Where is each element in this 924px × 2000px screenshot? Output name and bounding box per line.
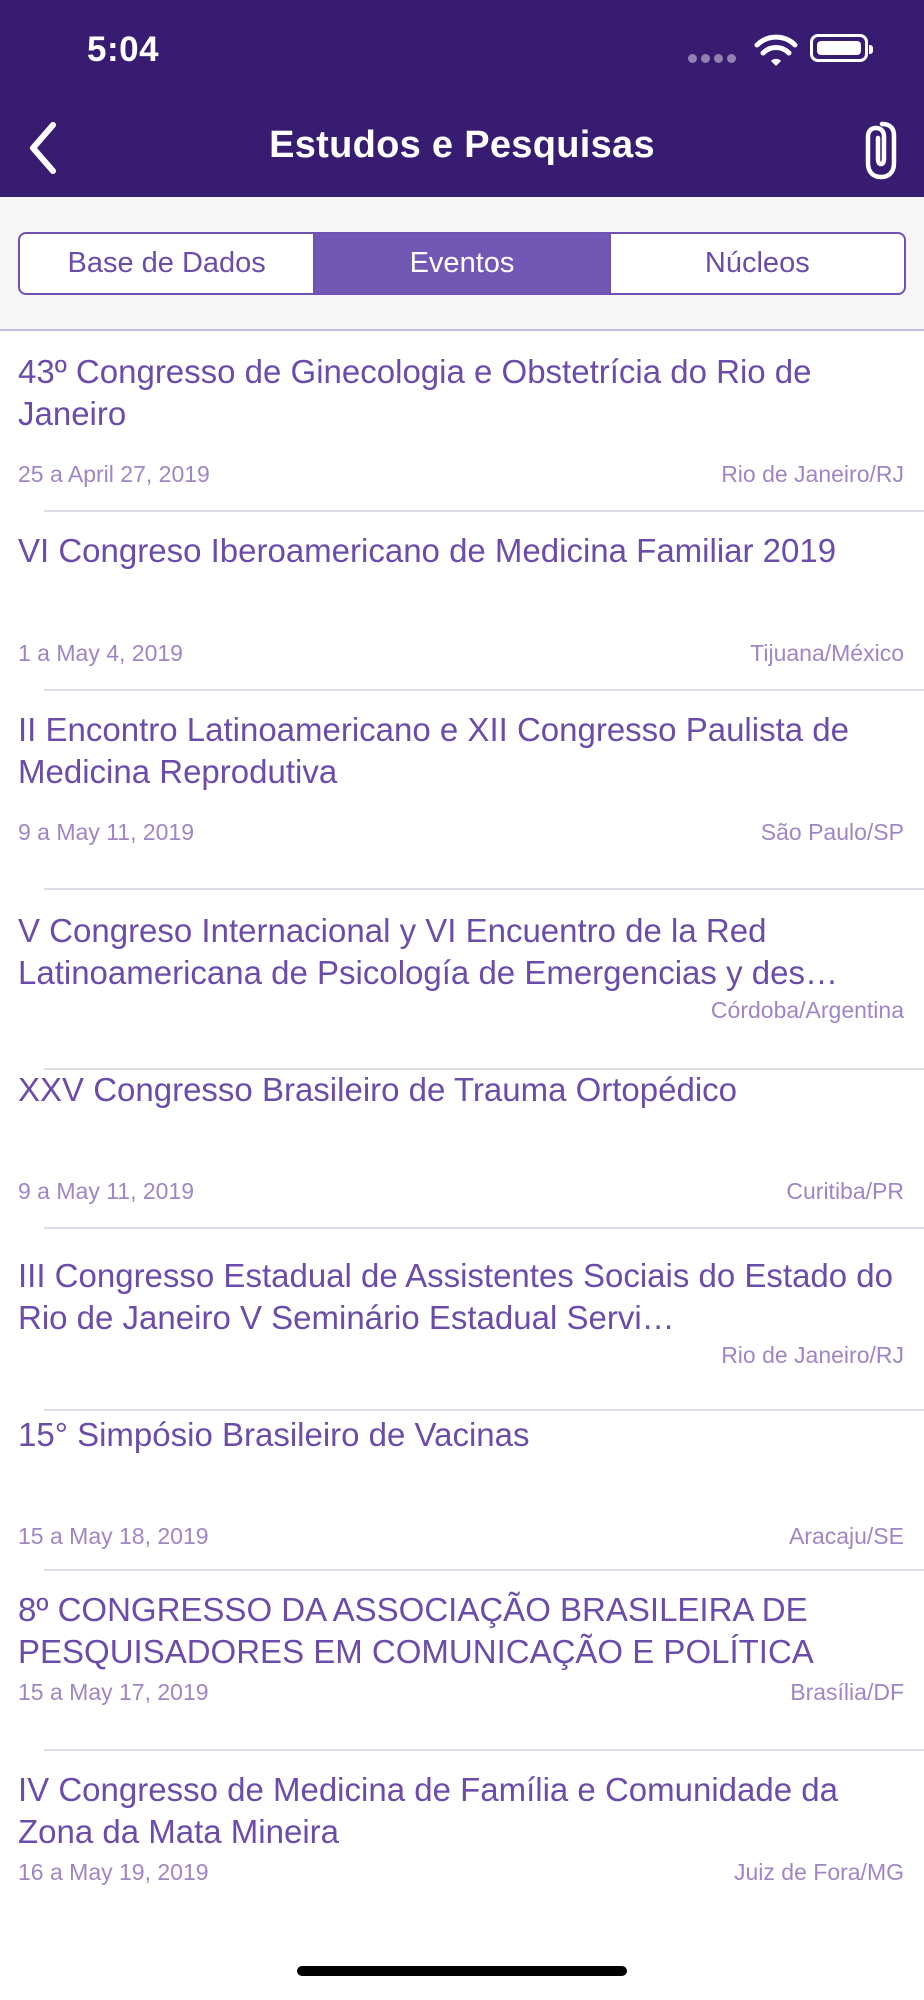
segment-base-de-dados[interactable]: Base de Dados (67, 247, 266, 279)
segment-area (0, 197, 924, 331)
event-row[interactable] (0, 1411, 924, 1571)
events-list (0, 331, 924, 1911)
event-date: 16 a May 19, 2019 (18, 1859, 209, 1885)
event-date: 25 a April 27, 2019 (18, 461, 210, 487)
wifi-icon (754, 32, 798, 72)
event-location: Juiz de Fora/MG (734, 1859, 904, 1885)
event-location: Rio de Janeiro/RJ (721, 461, 904, 487)
event-date: 9 a May 11, 2019 (18, 1178, 195, 1204)
event-location: Curitiba/PR (786, 1178, 904, 1204)
event-title: 8º CONGRESSO DA ASSOCIAÇÃO BRASILEIRA DE PESQUISADORES EM COMUNICAÇÃO E POLÍTICA (18, 1591, 814, 1670)
event-title: III Congresso Estadual de Assistentes Sociais do Estado do Rio de Janeiro V Seminário Estadual Servi… (18, 1257, 894, 1336)
attachment-button[interactable] (858, 116, 902, 180)
event-row[interactable] (0, 512, 924, 691)
event-row[interactable] (0, 1070, 924, 1229)
signal-icon (688, 54, 736, 64)
event-title: VI Congreso Iberoamericano de Medicina Familiar 2019 (18, 532, 837, 569)
event-row[interactable] (0, 691, 924, 890)
battery-icon (810, 34, 868, 62)
event-location: Aracaju/SE (788, 1523, 904, 1549)
event-location: São Paulo/SP (760, 819, 904, 845)
event-title: IV Congresso de Medicina de Família e Comunidade da Zona da Mata Mineira (18, 1771, 838, 1850)
event-title: XXV Congresso Brasileiro de Trauma Ortopédico (18, 1071, 738, 1108)
event-location: Córdoba/Argentina (710, 997, 904, 1023)
segmented-control (18, 232, 906, 295)
event-title: II Encontro Latinoamericano e XII Congresso Paulista de Medicina Reprodutiva (18, 711, 849, 790)
event-title: V Congreso Internacional y VI Encuentro de la Red Latinoamericana de Psicología de Emergencias y des… (18, 912, 838, 991)
event-title: 43º Congresso de Ginecologia e Obstetrícia do Rio de Janeiro (18, 353, 812, 432)
event-location: Rio de Janeiro/RJ (721, 1342, 904, 1368)
event-date: 15 a May 18, 2019 (18, 1523, 209, 1549)
event-location: Brasília/DF (790, 1679, 904, 1705)
event-date: 9 a May 11, 2019 (18, 819, 195, 845)
home-indicator[interactable] (297, 1966, 627, 1976)
event-date: 1 a May 4, 2019 (18, 640, 183, 666)
event-row[interactable] (0, 331, 924, 512)
event-location: Tijuana/México (750, 640, 904, 666)
header (0, 0, 924, 197)
segment-nucleos[interactable]: Núcleos (609, 234, 904, 293)
event-date: 15 a May 17, 2019 (18, 1679, 209, 1705)
page-title: Estudos e Pesquisas (269, 124, 655, 166)
status-time: 5:04 (87, 30, 160, 69)
status-icons (664, 30, 894, 70)
event-row[interactable] (0, 1571, 924, 1751)
event-row[interactable] (0, 1229, 924, 1411)
event-row[interactable] (0, 1751, 924, 1911)
event-row[interactable] (0, 890, 924, 1070)
segment-eventos[interactable]: Eventos (313, 234, 608, 293)
event-title: 15° Simpósio Brasileiro de Vacinas (18, 1416, 530, 1453)
